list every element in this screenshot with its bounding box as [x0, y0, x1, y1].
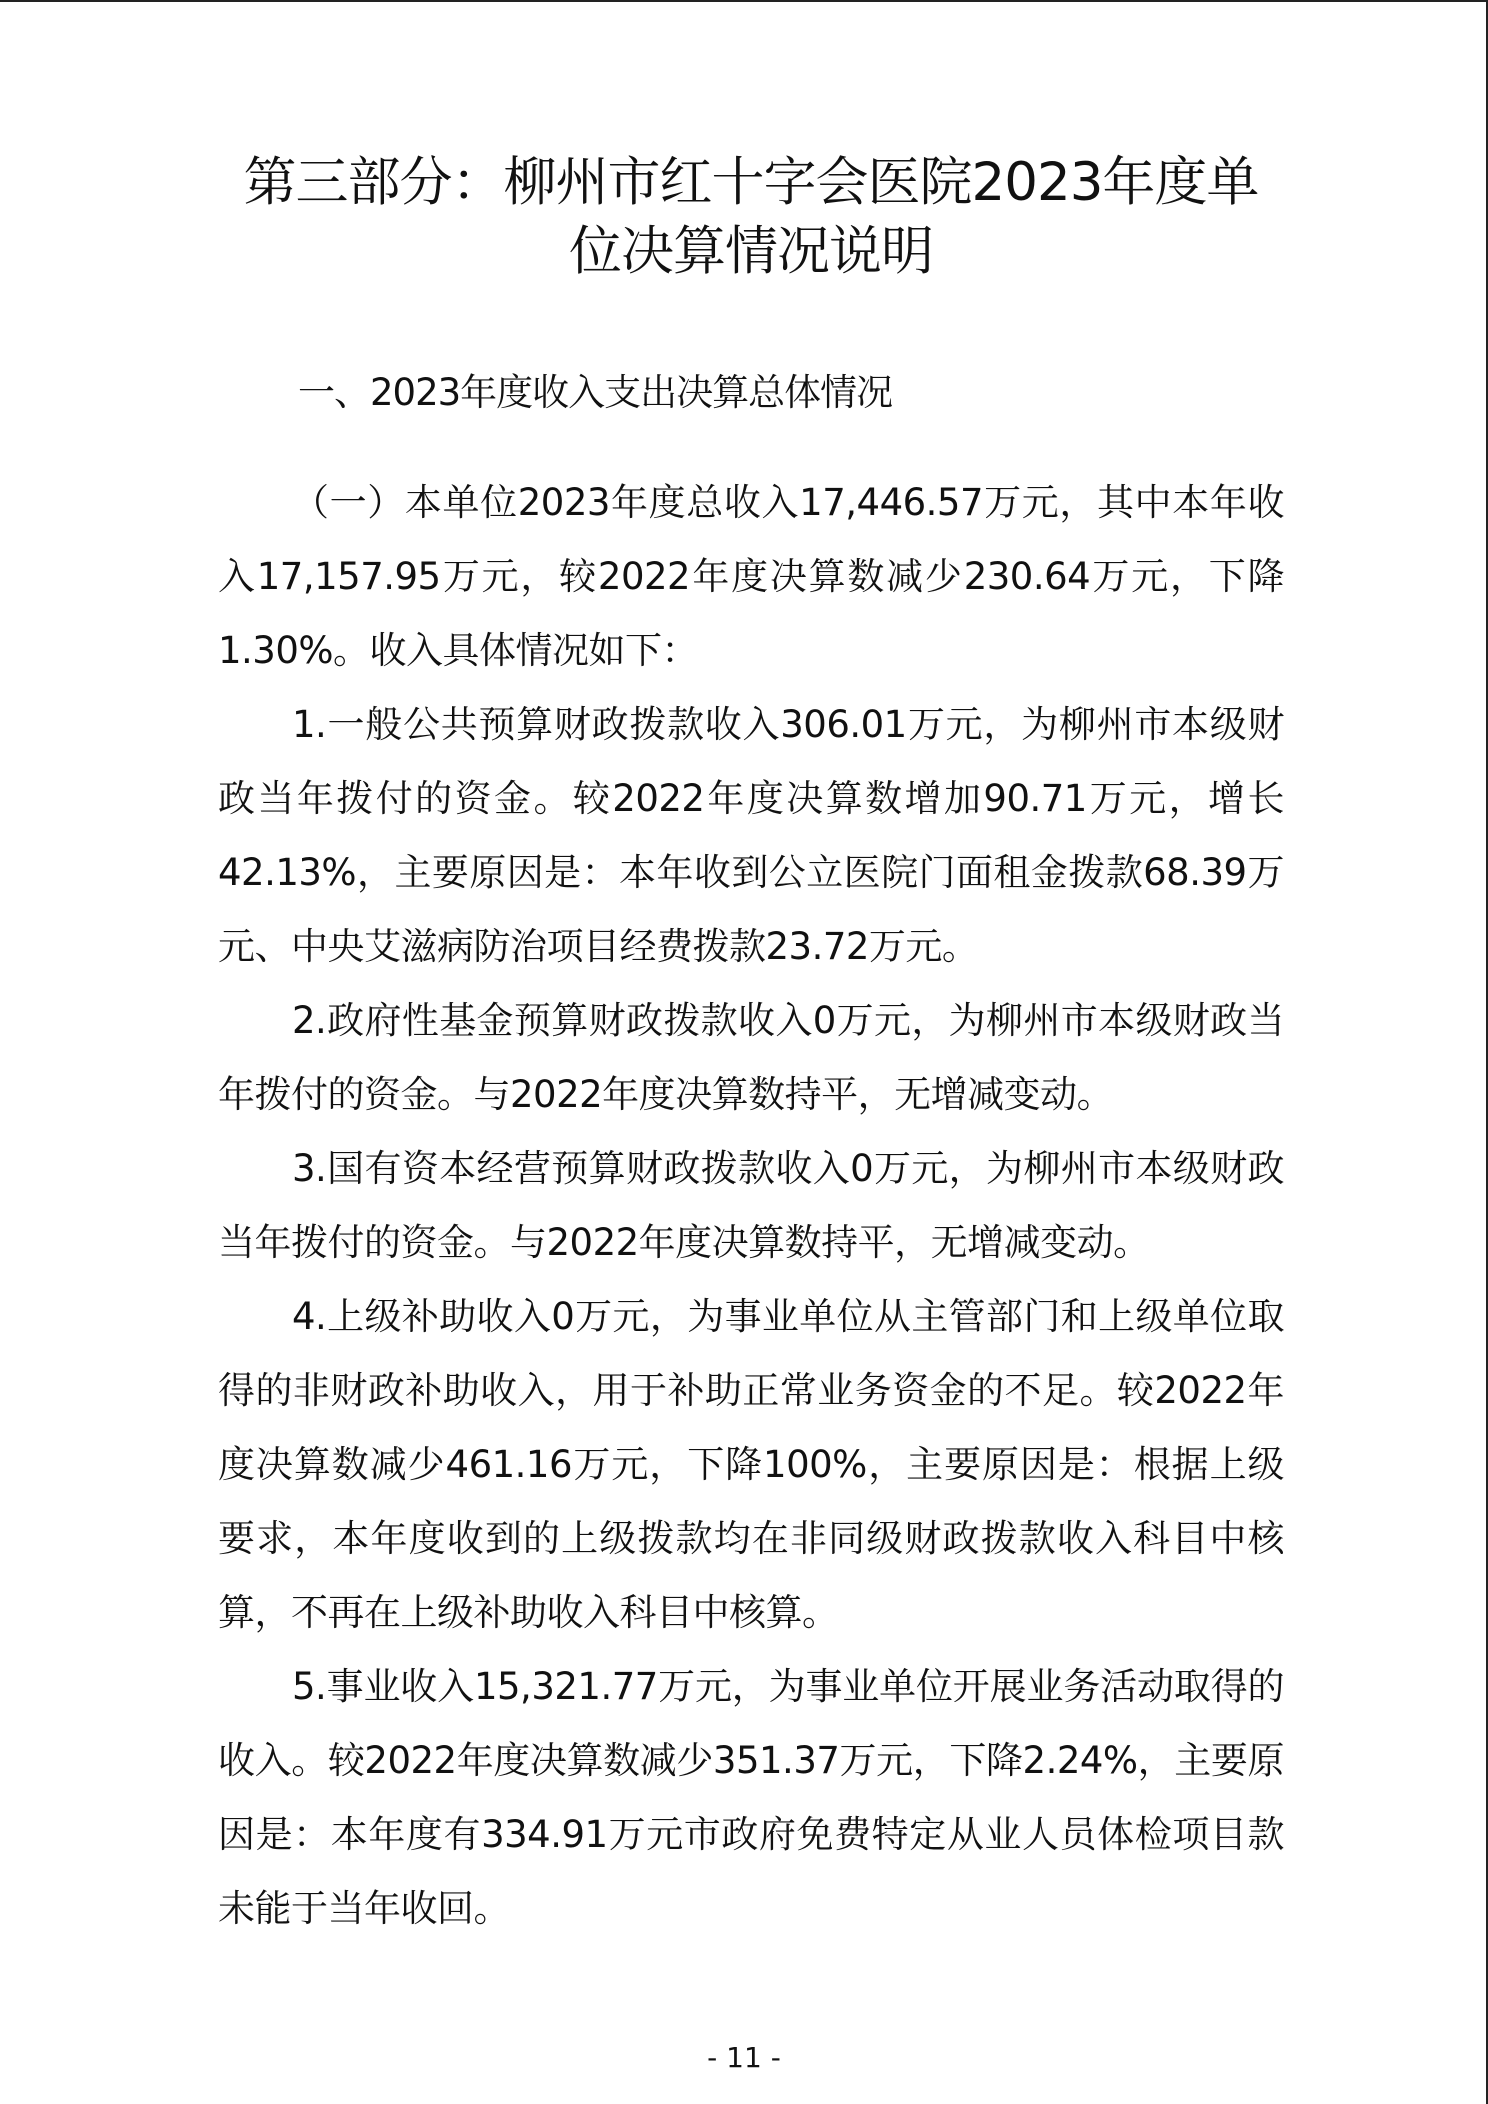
paragraph-general-budget-income: 1.一般公共预算财政拨款收入306.01万元，为柳州市本级财政当年拨付的资金。较2022年度决算数增加90.71万元，增长42.13%，主要原因是：本年收到公立医院门面租金拨款68.39万元、中央艾滋病防治项目经费拨款23.72万元。 — [218, 703, 1284, 968]
page-number: - 11 - — [707, 2041, 781, 2074]
paragraph-state-capital-income: 3.国有资本经营预算财政拨款收入0万元，为柳州市本级财政当年拨付的资金。与2022年度决算数持平，无增减变动。 — [218, 1147, 1284, 1264]
paragraph-business-income: 5.事业收入15,321.77万元，为事业单位开展业务活动取得的收入。较2022年度决算数减少351.37万元，下降2.24%，主要原因是：本年度有334.91万元市政府免费特定从业人员体检项目款未能于当年收回。 — [218, 1665, 1284, 1930]
paragraph-total-income: （一）本单位2023年度总收入17,446.57万元，其中本年收入17,157.95万元，较2022年度决算数减少230.64万元，下降1.30%。收入具体情况如下： — [218, 481, 1284, 672]
paragraph-government-fund-income: 2.政府性基金预算财政拨款收入0万元，为柳州市本级财政当年拨付的资金。与2022年度决算数持平，无增减变动。 — [218, 999, 1284, 1116]
section-heading: 一、2023年度收入支出决算总体情况 — [298, 371, 893, 414]
paragraph-superior-subsidy-income: 4.上级补助收入0万元，为事业单位从主管部门和上级单位取得的非财政补助收入，用于补助正常业务资金的不足。较2022年度决算数减少461.16万元，下降100%，主要原因是：根据上级要求，本年度收到的上级拨款均在非同级财政拨款收入科目中核算，不再在上级补助收入科目中核算。 — [218, 1295, 1284, 1634]
document-body — [218, 148, 1284, 1946]
document-title: 第三部分：柳州市红十字会医院2023年度单位决算情况说明 — [243, 152, 1259, 282]
